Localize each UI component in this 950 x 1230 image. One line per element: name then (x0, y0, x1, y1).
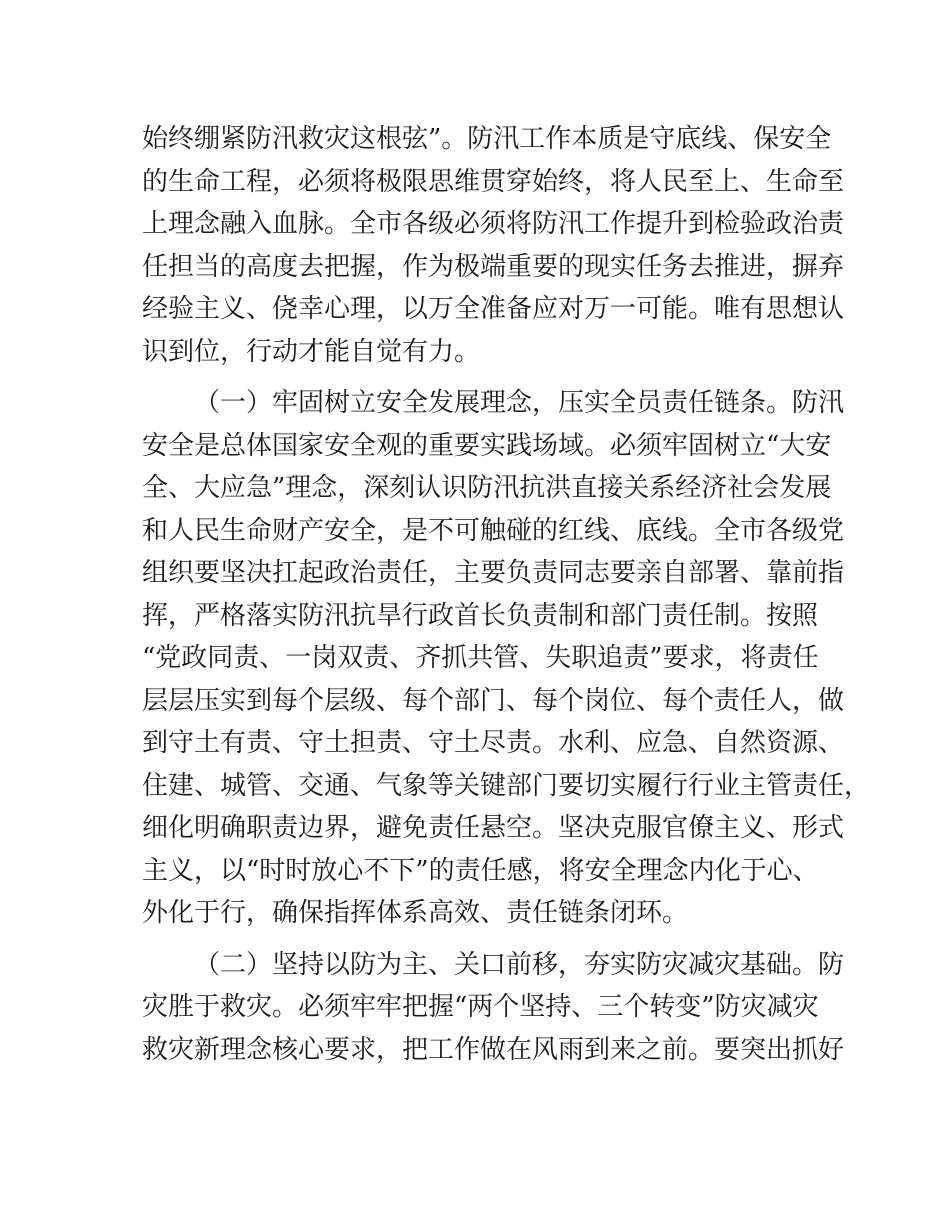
text-line: 灾胜于救灾。必须牢牢把握“两个坚持、三个转变”防灾减灾 (142, 992, 819, 1022)
text-line: 层层压实到每个层级、每个部门、每个岗位、每个责任人，做 (142, 685, 845, 716)
text-line: 组织要坚决扛起政治责任，主要负责同志要亲自部署、靠前指 (142, 558, 845, 588)
body-text (142, 118, 871, 1071)
text-line: “党政同责、一岗双责、齐抓共管、失职追责”要求，将责任 (142, 643, 819, 673)
text-line: 始终绷紧防汛救灾这根弦”。防汛工作本质是守底线、保安全 (142, 124, 832, 154)
text-line: 外化于行，确保指挥体系高效、责任链条闭环。 (142, 898, 689, 928)
text-line: 上理念融入血脉。全市各级必须将防汛工作提升到检验政治责 (142, 209, 845, 239)
text-line: 挥，严格落实防汛抗旱行政首长负责制和部门责任制。按照 (142, 600, 819, 631)
text-line: 的生命工程，必须将极限思维贯穿始终，将人民至上、生命至 (142, 166, 845, 197)
text-line: 经验主义、侥幸心理，以万全准备应对万一可能。唯有思想认 (142, 294, 845, 324)
text-line: 全、大应急”理念，深刻认识防汛抗洪直接关系经济社会发展 (142, 473, 832, 503)
paragraph-section-2 (142, 944, 845, 1072)
text-line: 任担当的高度去把握，作为极端重要的现实任务去推进，摒弃 (142, 251, 845, 282)
paragraph-section-1 (142, 382, 871, 935)
text-line: 安全是总体国家安全观的重要实践场域。必须牢固树立“大安 (142, 430, 832, 461)
section-heading-line: （二）坚持以防为主、关口前移，夯实防灾减灾基础。防 (194, 949, 845, 980)
text-line: 和人民生命财产安全，是不可触碰的红线、底线。全市各级党 (142, 515, 845, 546)
paragraph-continuation (142, 118, 845, 373)
paragraph-gap (142, 935, 822, 944)
text-line: 识到位，行动才能自觉有力。 (142, 336, 481, 367)
text-line: 到守土有责、守土担责、守土尽责。水利、应急、自然资源、 (142, 728, 845, 758)
text-line: 主义，以“时时放心不下”的责任感，将安全理念内化于心、 (142, 855, 819, 886)
paragraph-gap (142, 373, 822, 382)
section-heading-line: （一）牢固树立安全发展理念，压实全员责任链条。防汛 (194, 388, 845, 418)
text-line: 细化明确职责边界，避免责任悬空。坚决克服官僚主义、形式 (142, 813, 845, 843)
text-line: 住建、城管、交通、气象等关键部门要切实履行行业主管责任， (142, 770, 871, 801)
text-line: 救灾新理念核心要求，把工作做在风雨到来之前。要突出抓好 (142, 1034, 845, 1065)
